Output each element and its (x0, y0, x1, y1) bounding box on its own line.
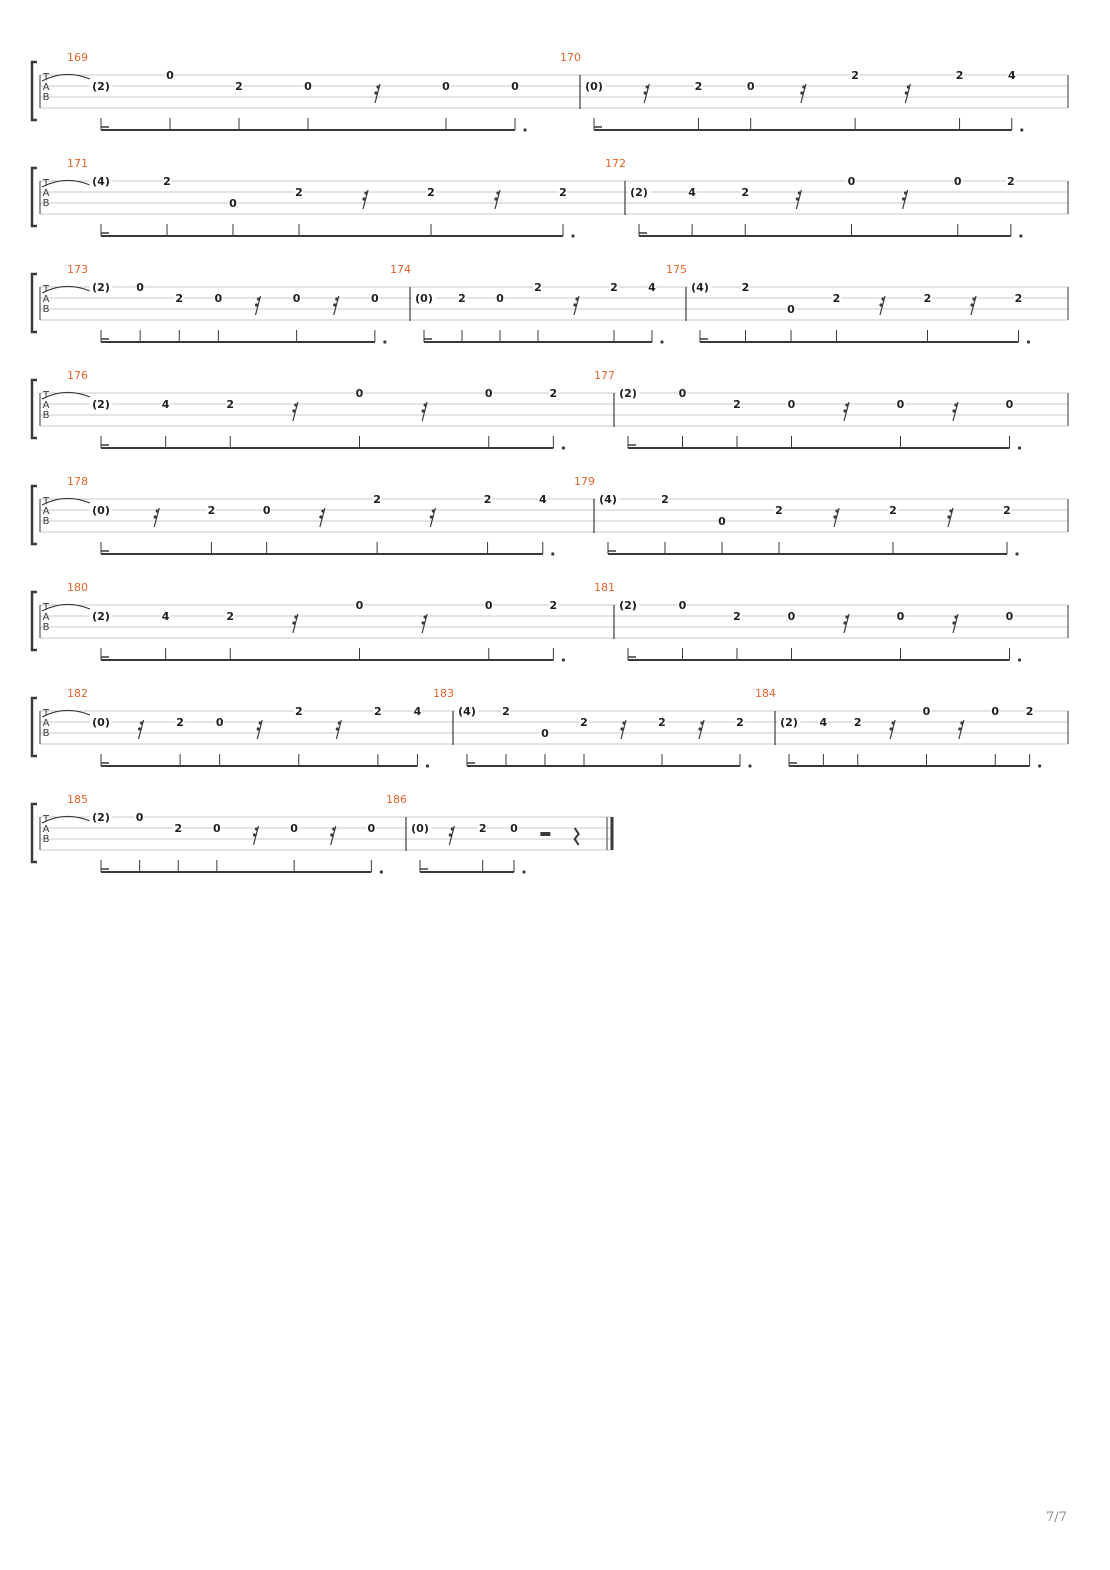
tab-clef-letter: A (42, 506, 50, 517)
fret-number: 2 (955, 69, 964, 82)
tab-clef-letter: A (42, 82, 50, 93)
rest-dot (259, 721, 262, 724)
measure-number: 181 (594, 581, 615, 594)
fret-number: 4 (161, 610, 170, 623)
half-rest (540, 832, 550, 836)
measure-number: 182 (67, 687, 88, 700)
fret-number: 0 (136, 281, 144, 294)
measure-number: 175 (666, 263, 687, 276)
fret-number: 0 (991, 705, 1000, 718)
rest-dot (798, 191, 801, 194)
fret-number: 2 (478, 822, 487, 835)
fret-number: (4) (92, 175, 110, 188)
tab-clef-letter: T (42, 72, 50, 83)
tab-clef-letter: B (42, 622, 50, 633)
fret-number: 2 (741, 186, 750, 199)
fret-number: 2 (661, 493, 669, 506)
rest-dot (496, 191, 499, 194)
fret-number: 2 (832, 292, 841, 305)
tab-clef-letter: A (42, 400, 50, 411)
rest-dot (575, 297, 578, 300)
measure-number: 171 (67, 157, 88, 170)
dot (748, 764, 751, 767)
rest-dot (698, 727, 701, 730)
fret-number: 2 (174, 822, 183, 835)
rest-dot (905, 91, 908, 94)
rest-dot (902, 197, 905, 200)
dot (571, 234, 574, 237)
rest-dot (881, 297, 884, 300)
rest-dot (336, 727, 339, 730)
measure-number: 185 (67, 793, 88, 806)
fret-number: (2) (630, 186, 648, 199)
fret-number: 0 (787, 303, 795, 316)
tab-clef-letter: B (42, 92, 50, 103)
fret-number: 0 (1005, 610, 1014, 623)
rest-dot (338, 721, 341, 724)
fret-number: 0 (166, 69, 174, 82)
dot (1038, 764, 1041, 767)
fret-number: (2) (619, 599, 637, 612)
rest-dot (970, 303, 973, 306)
tab-clef-letter: T (42, 284, 50, 295)
fret-number: 0 (135, 811, 144, 824)
tab-clef-letter: A (42, 824, 50, 835)
tab-clef-letter: A (42, 294, 50, 305)
system-bracket (32, 62, 37, 120)
rest-dot (802, 85, 805, 88)
fret-number: (0) (585, 80, 603, 93)
measure-number: 184 (755, 687, 776, 700)
tab-clef-letter: B (42, 410, 50, 421)
rest-dot (949, 509, 952, 512)
fret-number: (2) (92, 80, 110, 93)
rest-dot (890, 727, 893, 730)
measure-number: 173 (67, 263, 88, 276)
fret-number: (2) (780, 716, 798, 729)
rest-dot (376, 85, 379, 88)
system (32, 51, 1068, 132)
rest-dot (573, 303, 576, 306)
quarter-rest (575, 828, 579, 845)
rest-dot (800, 91, 803, 94)
fret-number: (2) (92, 811, 110, 824)
measure-number: 169 (67, 51, 88, 64)
fret-number: 0 (229, 197, 237, 210)
fret-number: (2) (619, 387, 637, 400)
dot (1018, 658, 1021, 661)
rest-dot (292, 409, 295, 412)
fret-number: 0 (511, 80, 519, 93)
dot (1018, 446, 1021, 449)
system (32, 687, 1068, 768)
fret-number: 0 (442, 80, 450, 93)
tab-clef-letter: T (42, 496, 50, 507)
dot (562, 658, 565, 661)
fret-number: 2 (775, 504, 783, 517)
measure-number: 174 (390, 263, 411, 276)
fret-number: 2 (733, 610, 741, 623)
fret-number: 0 (484, 599, 493, 612)
rest-dot (321, 509, 324, 512)
fret-number: 2 (226, 610, 235, 623)
fret-number: 0 (1005, 398, 1014, 411)
fret-number: 2 (1014, 292, 1023, 305)
rest-dot (451, 827, 454, 830)
rest-dot (952, 621, 955, 624)
fret-number: 2 (427, 186, 435, 199)
fret-number: 4 (688, 186, 696, 199)
dot (380, 870, 383, 873)
rest-dot (622, 721, 625, 724)
fret-number: 0 (541, 727, 549, 740)
fret-number: 2 (176, 716, 184, 729)
tab-clef-letter: T (42, 178, 50, 189)
measure-number: 172 (605, 157, 626, 170)
system-bracket (32, 168, 37, 226)
rest-dot (432, 509, 435, 512)
rest-dot (845, 615, 848, 618)
system (32, 793, 612, 874)
tab-clef-letter: T (42, 708, 50, 719)
dot (522, 870, 525, 873)
fret-number: 0 (787, 398, 796, 411)
rest-dot (294, 403, 297, 406)
fret-number: 2 (549, 599, 558, 612)
tab-clef-letter: B (42, 198, 50, 209)
fret-number: 4 (648, 281, 656, 294)
fret-number: 2 (226, 398, 235, 411)
rest-dot (644, 91, 647, 94)
fret-number: 0 (304, 80, 312, 93)
rest-dot (255, 827, 258, 830)
rest-dot (255, 303, 258, 306)
fret-number: 2 (502, 705, 510, 718)
fret-number: 0 (290, 822, 298, 835)
fret-number: 2 (1003, 504, 1011, 517)
fret-number: 2 (175, 292, 184, 305)
fret-number: 2 (923, 292, 932, 305)
dot (1027, 340, 1030, 343)
rest-dot (253, 833, 256, 836)
rest-dot (620, 727, 623, 730)
fret-number: 2 (733, 398, 741, 411)
fret-number: 2 (610, 281, 618, 294)
fret-number: 0 (678, 599, 687, 612)
fret-number: 0 (510, 822, 518, 835)
measure-number: 178 (67, 475, 88, 488)
rest-dot (958, 727, 961, 730)
dot (1019, 234, 1022, 237)
measure-number: 180 (67, 581, 88, 594)
rest-dot (947, 515, 950, 518)
fret-number: 2 (534, 281, 542, 294)
rest-dot (796, 197, 799, 200)
dot (562, 446, 565, 449)
fret-number: (0) (92, 716, 110, 729)
fret-number: 0 (787, 610, 796, 623)
page-number: 7/7 (1046, 1510, 1067, 1525)
dot (551, 552, 554, 555)
system-bracket (32, 804, 37, 862)
rest-dot (892, 721, 895, 724)
fret-number: 2 (549, 387, 558, 400)
rest-dot (954, 615, 957, 618)
fret-number: 0 (922, 705, 931, 718)
fret-number: 0 (355, 599, 364, 612)
fret-number: 2 (483, 493, 492, 506)
tab-clef-letter: A (42, 718, 50, 729)
dot (660, 340, 663, 343)
rest-dot (879, 303, 882, 306)
system-bracket (32, 486, 37, 544)
fret-number: 2 (580, 716, 588, 729)
tab-clef-letter: B (42, 516, 50, 527)
fret-number: 4 (413, 705, 422, 718)
fret-number: 0 (896, 610, 905, 623)
system-bracket (32, 380, 37, 438)
system (32, 369, 1068, 450)
fret-number: 2 (295, 186, 303, 199)
rest-dot (362, 197, 365, 200)
fret-number: (2) (92, 398, 110, 411)
tab-clef-letter: T (42, 602, 50, 613)
rest-dot (292, 621, 295, 624)
dot (523, 128, 526, 131)
fret-number: (0) (92, 504, 110, 517)
fret-number: (4) (691, 281, 709, 294)
fret-number: 4 (538, 493, 547, 506)
fret-number: 2 (1007, 175, 1015, 188)
rest-dot (843, 409, 846, 412)
fret-number: 2 (1025, 705, 1034, 718)
rest-dot (335, 297, 338, 300)
fret-number: 0 (847, 175, 856, 188)
rest-dot (835, 509, 838, 512)
tab-clef-letter: A (42, 188, 50, 199)
dot (383, 340, 386, 343)
dot (426, 764, 429, 767)
rest-dot (494, 197, 497, 200)
rest-dot (954, 403, 957, 406)
fret-number: (0) (415, 292, 433, 305)
tab-clef-letter: T (42, 390, 50, 401)
measure-number: 183 (433, 687, 454, 700)
rest-dot (907, 85, 910, 88)
rest-dot (952, 409, 955, 412)
fret-number: 2 (853, 716, 862, 729)
system (32, 263, 1068, 344)
rest-dot (972, 297, 975, 300)
system-bracket (32, 592, 37, 650)
fret-number: (4) (458, 705, 476, 718)
rest-dot (374, 91, 377, 94)
tab-clef-letter: B (42, 728, 50, 739)
fret-number: 2 (658, 716, 666, 729)
fret-number: (2) (92, 610, 110, 623)
fret-number: (2) (92, 281, 110, 294)
rest-dot (430, 515, 433, 518)
rest-dot (319, 515, 322, 518)
fret-number: 0 (214, 292, 223, 305)
measure-number: 179 (574, 475, 595, 488)
fret-number: 0 (718, 515, 726, 528)
rest-dot (424, 615, 427, 618)
rest-dot (904, 191, 907, 194)
rest-dot (845, 403, 848, 406)
fret-number: (4) (599, 493, 617, 506)
rest-dot (140, 721, 143, 724)
rest-dot (646, 85, 649, 88)
rest-dot (364, 191, 367, 194)
fret-number: 2 (741, 281, 750, 294)
fret-number: 0 (355, 387, 364, 400)
fret-number: 4 (1007, 69, 1016, 82)
fret-number: 0 (262, 504, 271, 517)
rest-dot (833, 515, 836, 518)
tab-clef-letter: T (42, 814, 50, 825)
fret-number: 2 (207, 504, 216, 517)
measure-number: 176 (67, 369, 88, 382)
rest-dot (257, 727, 260, 730)
rest-dot (156, 509, 159, 512)
rest-dot (154, 515, 157, 518)
fret-number: 0 (496, 292, 504, 305)
fret-number: 2 (373, 493, 381, 506)
fret-number: 2 (736, 716, 744, 729)
dot (1020, 128, 1023, 131)
fret-number: 0 (215, 716, 224, 729)
rest-dot (422, 621, 425, 624)
tab-clef-letter: B (42, 834, 50, 845)
rest-dot (294, 615, 297, 618)
fret-number: 0 (953, 175, 962, 188)
rest-dot (257, 297, 260, 300)
tab-clef-letter: B (42, 304, 50, 315)
fret-number: 0 (746, 80, 755, 93)
fret-number: (0) (411, 822, 429, 835)
system (32, 157, 1068, 238)
fret-number: 2 (694, 80, 703, 93)
system (32, 475, 1068, 556)
system (32, 581, 1068, 662)
rest-dot (843, 621, 846, 624)
rest-dot (330, 833, 333, 836)
fret-number: 0 (367, 822, 376, 835)
fret-number: 2 (458, 292, 466, 305)
fret-number: 2 (889, 504, 897, 517)
system-bracket (32, 698, 37, 756)
rest-dot (424, 403, 427, 406)
rest-dot (138, 727, 141, 730)
fret-number: 2 (235, 80, 243, 93)
rest-dot (332, 827, 335, 830)
fret-number: 0 (292, 292, 301, 305)
fret-number: 2 (294, 705, 303, 718)
rest-dot (333, 303, 336, 306)
rest-dot (449, 833, 452, 836)
fret-number: 2 (163, 175, 171, 188)
measure-number: 177 (594, 369, 615, 382)
rest-dot (700, 721, 703, 724)
dot (1015, 552, 1018, 555)
measure-number: 170 (560, 51, 581, 64)
rest-dot (422, 409, 425, 412)
system-bracket (32, 274, 37, 332)
tab-clef-letter: A (42, 612, 50, 623)
fret-number: 0 (896, 398, 905, 411)
fret-number: 4 (161, 398, 170, 411)
fret-number: 2 (559, 186, 567, 199)
fret-number: 2 (374, 705, 382, 718)
measure-number: 186 (386, 793, 407, 806)
fret-number: 0 (678, 387, 687, 400)
fret-number: 0 (484, 387, 493, 400)
fret-number: 2 (851, 69, 859, 82)
fret-number: 4 (819, 716, 828, 729)
fret-number: 0 (213, 822, 221, 835)
fret-number: 0 (371, 292, 379, 305)
rest-dot (960, 721, 963, 724)
